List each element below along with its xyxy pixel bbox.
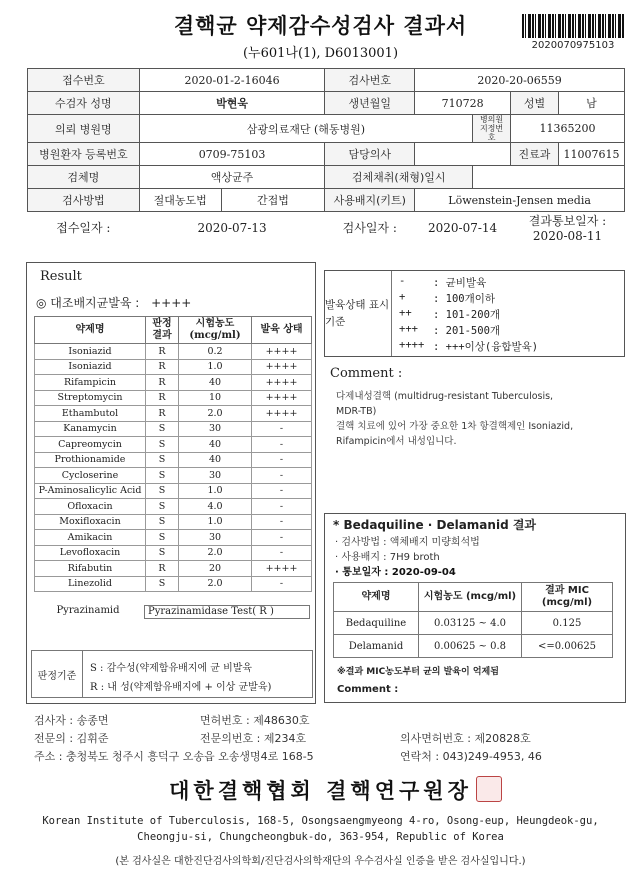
- patient-reg-label: 병원환자 등록번호: [28, 143, 140, 166]
- barcode-number: 2020070975103: [531, 40, 615, 51]
- specialist-license: 전문의번호 : 제234호: [200, 732, 307, 745]
- drug-name: Rifabutin: [35, 561, 146, 577]
- drug-conc: 4.0: [179, 499, 252, 515]
- bd-mic: 0.125: [522, 612, 613, 635]
- comment-label: Comment :: [330, 366, 403, 381]
- bd-report-date: · 통보일자 : 2020-09-04: [335, 567, 456, 578]
- growth-legend-label: 발육상태 표시기준: [325, 271, 392, 356]
- drug-name: Kanamycin: [35, 421, 146, 437]
- drug-growth: -: [252, 499, 312, 515]
- legend-symbol: -: [399, 275, 406, 287]
- reported-block: [511, 212, 625, 244]
- bd-comment: Comment :: [337, 684, 399, 695]
- bd-col-conc: 시험농도 (mcg/ml): [419, 583, 522, 612]
- received-label: 접수일자 :: [28, 212, 140, 244]
- control-growth: [36, 294, 191, 311]
- medium-label: 사용배지(키트): [325, 189, 415, 212]
- drug-name: Isoniazid: [35, 359, 146, 375]
- hospital-code-label: 병의원 지정번호: [473, 115, 511, 143]
- method-indirect: 간접법: [221, 189, 325, 212]
- drug-conc: 40: [179, 437, 252, 453]
- drug-judge: S: [146, 437, 179, 453]
- drug-row: [35, 483, 312, 499]
- specialist: 전문의 : 김휘준: [34, 732, 109, 745]
- document-code: (누601나(1), D6013001): [242, 46, 399, 61]
- drug-conc: 0.2: [179, 344, 252, 360]
- collect-date: [473, 166, 625, 189]
- drug-row: [35, 499, 312, 515]
- legend-symbol: +: [399, 291, 406, 303]
- legend-text: : 201-500개: [433, 325, 501, 337]
- drug-judge: R: [146, 344, 179, 360]
- drug-name: Amikacin: [35, 530, 146, 546]
- pyrazinamid-test: Pyrazinamidase Test( R ): [144, 605, 310, 619]
- institute-address-en-2: Cheongju-si, Chungcheongbuk-do, 363-954, Republic of Korea: [137, 831, 504, 843]
- growth-legend: [324, 270, 625, 357]
- legend-symbol: +++: [399, 323, 418, 335]
- drug-name: Rifampicin: [35, 375, 146, 391]
- drug-row: [35, 468, 312, 484]
- hospital-code: 11365200: [511, 115, 625, 143]
- seal-stamp-icon: [476, 776, 502, 802]
- drug-judge: R: [146, 406, 179, 422]
- drug-row: [35, 421, 312, 437]
- bd-conc: 0.03125 ~ 4.0: [419, 612, 522, 635]
- legend-symbol: ++: [399, 307, 412, 319]
- drug-row: [35, 561, 312, 577]
- reported-date: 2020-08-11: [532, 229, 603, 243]
- birth-date: 710728: [415, 92, 511, 115]
- bd-mic: <=0.00625: [522, 635, 613, 658]
- drug-growth: ++++: [252, 375, 312, 391]
- patient-reg-no: 0709-75103: [139, 143, 325, 166]
- drug-row: [35, 576, 312, 592]
- drug-conc: 1.0: [179, 359, 252, 375]
- drug-name: Ethambutol: [35, 406, 146, 422]
- bd-conc: 0.00625 ~ 0.8: [419, 635, 522, 658]
- drug-judge: R: [146, 375, 179, 391]
- tester: 검사자 : 송종면: [34, 714, 109, 727]
- hospital-label: 의뢰 병원명: [28, 115, 140, 143]
- judge-criteria-s: S : 감수성(약제함유배지에 균 비발육: [90, 663, 253, 674]
- sex: 남: [558, 92, 624, 115]
- drug-growth: -: [252, 530, 312, 546]
- drug-growth: -: [252, 514, 312, 530]
- drug-growth: ++++: [252, 390, 312, 406]
- drug-judge: S: [146, 576, 179, 592]
- drug-conc: 2.0: [179, 406, 252, 422]
- drug-conc: 40: [179, 375, 252, 391]
- barcode-icon: [522, 14, 624, 38]
- drug-conc: 1.0: [179, 483, 252, 499]
- drug-judge: S: [146, 530, 179, 546]
- drug-judge: S: [146, 452, 179, 468]
- drug-judge: R: [146, 561, 179, 577]
- drug-growth: ++++: [252, 359, 312, 375]
- receipt-no-label: 접수번호: [28, 69, 140, 92]
- bd-method: · 검사방법 : 액체배지 미량희석법: [335, 537, 480, 548]
- patient-info-table: [27, 68, 625, 243]
- drug-name: Streptomycin: [35, 390, 146, 406]
- bd-table: [333, 582, 613, 658]
- drug-row: [35, 375, 312, 391]
- drug-name: Linezolid: [35, 576, 146, 592]
- drug-row: [35, 406, 312, 422]
- drug-name: P-Aminosalicylic Acid: [35, 483, 146, 499]
- drug-susceptibility-table: [34, 316, 312, 592]
- drug-row: [35, 514, 312, 530]
- receipt-no: 2020-01-2-16046: [139, 69, 325, 92]
- legend-text: : 균비발육: [433, 277, 487, 289]
- comment-line: Rifampicin에서 내성입니다.: [336, 436, 457, 447]
- legend-text: : 101-200개: [433, 309, 501, 321]
- drug-growth: ++++: [252, 561, 312, 577]
- test-no-label: 검사번호: [325, 69, 415, 92]
- drug-conc: 40: [179, 452, 252, 468]
- comment-text: [336, 389, 616, 449]
- drug-name: Capreomycin: [35, 437, 146, 453]
- control-growth-label: ◎ 대조배지균발육 :: [36, 296, 140, 310]
- comment-line: MDR-TB): [336, 406, 377, 417]
- doctor-name: [415, 143, 511, 166]
- drug-growth: -: [252, 437, 312, 453]
- collect-label: 검체채취(채형)일시: [325, 166, 473, 189]
- drug-judge: R: [146, 390, 179, 406]
- judge-criteria-r: R : 내 성(약제함유배지에 + 이상 균발육): [90, 682, 272, 693]
- drug-conc: 30: [179, 421, 252, 437]
- col-growth: 발육 상태: [252, 317, 312, 344]
- certification-note: (본 검사실은 대한진단검사의학회/진단검사의학재단의 우수검사실 인증을 받은 검사실입니다.): [115, 856, 526, 867]
- bd-drug: Delamanid: [334, 635, 419, 658]
- drug-conc: 2.0: [179, 576, 252, 592]
- method-label: 검사방법: [28, 189, 140, 212]
- col-judge: 판정 결과: [146, 317, 179, 344]
- bd-title: * Bedaquiline · Delamanid 결과: [333, 518, 537, 532]
- patient-name-label: 수검자 성명: [28, 92, 140, 115]
- drug-growth: -: [252, 468, 312, 484]
- institute-address-en: Korean Institute of Tuberculosis, 168-5, Osongsaengmyeong 4-ro, Osong-eup, Heungdeok-gu,: [42, 815, 599, 827]
- drug-conc: 30: [179, 468, 252, 484]
- result-heading: Result: [40, 269, 82, 284]
- drug-growth: -: [252, 421, 312, 437]
- drug-row: [35, 452, 312, 468]
- drug-judge: S: [146, 545, 179, 561]
- col-drug: 약제명: [35, 317, 146, 344]
- drug-conc: 10: [179, 390, 252, 406]
- drug-judge: S: [146, 499, 179, 515]
- tested-label: 검사일자 :: [325, 212, 415, 244]
- drug-judge: S: [146, 483, 179, 499]
- control-growth-value: ++++: [151, 296, 192, 310]
- legend-text: : +++이상(융합발육): [433, 341, 539, 353]
- bd-note: ※결과 MIC농도부터 균의 발육이 억제됨: [337, 667, 499, 677]
- drug-row: [35, 530, 312, 546]
- test-no: 2020-20-06559: [415, 69, 625, 92]
- judge-criteria-label: 판정기준: [32, 651, 83, 697]
- reported-label: 결과통보일자 :: [528, 214, 607, 228]
- dept-code: 11007615: [558, 143, 624, 166]
- drug-row: [35, 545, 312, 561]
- bd-col-mic: 결과 MIC (mcg/ml): [522, 583, 613, 612]
- address: 주소 : 충청북도 청주시 흥덕구 오송읍 오송생명4로 168-5: [34, 750, 314, 763]
- institute-name: 대한결핵협회 결핵연구원장: [169, 779, 472, 803]
- bd-row: [334, 635, 613, 658]
- tested-date: 2020-07-14: [415, 212, 511, 244]
- document-title: 결핵균 약제감수성검사 결과서: [173, 13, 468, 38]
- bd-col-drug: 약제명: [334, 583, 419, 612]
- drug-judge: R: [146, 359, 179, 375]
- drug-judge: S: [146, 421, 179, 437]
- drug-name: Levofloxacin: [35, 545, 146, 561]
- drug-name: Cycloserine: [35, 468, 146, 484]
- drug-name: Moxifloxacin: [35, 514, 146, 530]
- drug-conc: 30: [179, 530, 252, 546]
- drug-growth: ++++: [252, 344, 312, 360]
- legend-symbol: ++++: [399, 339, 425, 351]
- drug-growth: -: [252, 576, 312, 592]
- bd-medium: · 사용배지 : 7H9 broth: [335, 552, 440, 563]
- drug-conc: 20: [179, 561, 252, 577]
- drug-name: Prothionamide: [35, 452, 146, 468]
- method-absolute: 절대농도법: [139, 189, 221, 212]
- tester-license: 면허번호 : 제48630호: [200, 714, 310, 727]
- doctor-label: 담당의사: [325, 143, 415, 166]
- drug-judge: S: [146, 514, 179, 530]
- bd-row: [334, 612, 613, 635]
- birth-label: 생년월일: [325, 92, 415, 115]
- drug-growth: -: [252, 483, 312, 499]
- phone: 연락처 : 043)249-4953, 46: [400, 750, 542, 763]
- doctor-license: 의사면허번호 : 제20828호: [400, 732, 531, 745]
- drug-row: [35, 437, 312, 453]
- comment-line: 다제내성결핵 (multidrug-resistant Tuberculosis,: [336, 391, 554, 402]
- pyrazinamid-name: Pyrazinamid: [56, 605, 120, 616]
- medium: Löwenstein-Jensen media: [415, 189, 625, 212]
- drug-growth: -: [252, 452, 312, 468]
- drug-growth: -: [252, 545, 312, 561]
- specimen-label: 검체명: [28, 166, 140, 189]
- drug-conc: 2.0: [179, 545, 252, 561]
- legend-text: : 100개이하: [433, 293, 496, 305]
- drug-name: Ofloxacin: [35, 499, 146, 515]
- judge-criteria: [31, 650, 313, 698]
- dept-label: 진료과: [511, 143, 559, 166]
- drug-conc: 1.0: [179, 514, 252, 530]
- patient-name: 박현욱: [139, 92, 325, 115]
- received-date: 2020-07-13: [139, 212, 325, 244]
- drug-name: Isoniazid: [35, 344, 146, 360]
- bd-drug: Bedaquiline: [334, 612, 419, 635]
- hospital-name: 삼광의료재단 (해동병원): [139, 115, 472, 143]
- drug-row: [35, 359, 312, 375]
- bedaquiline-delamanid-panel: [324, 513, 626, 703]
- drug-judge: S: [146, 468, 179, 484]
- drug-row: [35, 344, 312, 360]
- drug-growth: ++++: [252, 406, 312, 422]
- comment-line: 결핵 치료에 있어 가장 중요한 1차 항결핵제인 Isoniazid,: [336, 421, 574, 432]
- specimen: 액상균주: [139, 166, 325, 189]
- sex-label: 성별: [511, 92, 559, 115]
- drug-row: [35, 390, 312, 406]
- col-conc: 시험농도 (mcg/ml): [179, 317, 252, 344]
- pyrazinamid-row: [34, 604, 312, 621]
